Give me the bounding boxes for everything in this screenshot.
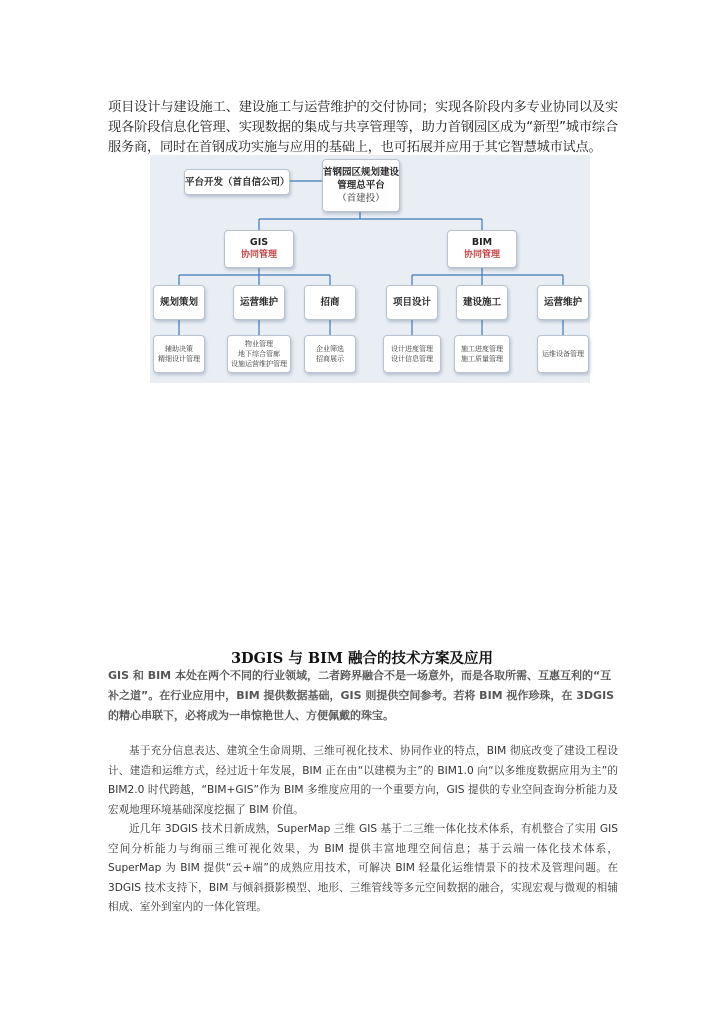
module-label: 运营维护: [239, 297, 278, 308]
body-paragraph-1: 基于充分信息表达、建筑全生命周期、三维可视化技术、协同作业的特点，BIM 彻底改变了建设工程设计、建造和运维方式，经过近十年发展，BIM 正在由“以建模为主”的 BIM1.0 向“以多维度数据应用为主”的 BIM2.0 时代跨越，“BIM+GIS”作为 BIM 多维度应用的一个重要方向，GIS 提供的专业空间查询分析能力及宏观地理环境基础深度挖掘了 BIM 价值。: [108, 745, 618, 816]
platform-developer-label: 平台开发（首自信公司）: [185, 176, 290, 188]
intro-paragraph: GIS 和 BIM 本处在两个不同的行业领域，二者跨界融合不是一场意外，而是各取所需、互惠互利的“互补之道”。在行业应用中，BIM 提供数据基础，GIS 则提供空间参考。若将 BIM 视作珍珠，在 3DGIS 的精心串联下，必将成为一串惊艳世人、方便佩戴的珠宝。: [108, 669, 615, 722]
gis-subtitle: 协同管理: [240, 250, 277, 260]
org-chart-diagram: [150, 155, 590, 383]
detail-item: 地下综合管廊: [238, 350, 280, 358]
detail-item: 设计信息管理: [391, 355, 433, 363]
platform-developer-node: [184, 169, 290, 195]
root-line3: （首建投）: [337, 193, 385, 204]
module-label: 建设施工: [462, 297, 501, 308]
module-design: [386, 285, 438, 320]
detail-item: 企业筛选: [316, 345, 344, 353]
module-label: 规划策划: [159, 297, 198, 308]
top-paragraph: 项目设计与建设施工、建设施工与运营维护的交付协同；实现各阶段内多专业协同以及实现各阶段信息化管理、实现数据的集成与共享管理等，助力首钢园区成为“新型”城市综合服务商，同时在首钢成功实施与应用的基础上，也可拓展并应用于其它智慧城市试点。: [108, 100, 618, 155]
detail-planning: [153, 335, 205, 373]
detail-maintenance: [537, 335, 589, 373]
detail-investment: [304, 335, 356, 373]
module-label: 招商: [320, 297, 340, 308]
detail-item: 运维设备管理: [542, 350, 584, 358]
detail-item: 施工质量管理: [461, 355, 503, 363]
detail-item: 设计进度管理: [391, 345, 433, 353]
bim-subtitle: 协同管理: [463, 250, 500, 260]
gis-node: [224, 230, 294, 268]
module-construction: [456, 285, 508, 320]
detail-item: 物业管理: [245, 340, 273, 348]
root-line2: 管理总平台: [337, 180, 385, 191]
module-planning: [153, 285, 205, 320]
detail-item: 设施运营维护管理: [231, 360, 287, 368]
module-investment: [304, 285, 356, 320]
module-label: 项目设计: [392, 297, 431, 308]
root-platform-node: [322, 159, 400, 212]
bim-node: [447, 230, 517, 268]
root-line1: 首钢园区规划建设: [323, 167, 400, 178]
module-label: 运营维护: [543, 297, 582, 308]
gis-title: GIS: [249, 237, 269, 248]
detail-item: 精细设计管理: [158, 355, 200, 363]
detail-item: 招商展示: [316, 355, 344, 363]
detail-operations: [227, 335, 291, 373]
detail-construction: [454, 335, 510, 373]
module-maintenance: [537, 285, 589, 320]
bim-title: BIM: [471, 237, 493, 248]
detail-item: 施工进度管理: [461, 345, 503, 353]
detail-item: 辅助决策: [165, 345, 193, 353]
section-heading: 3DGIS 与 BIM 融合的技术方案及应用: [230, 650, 494, 667]
module-operations: [233, 285, 285, 320]
body-paragraph-2: 近几年 3DGIS 技术日新成熟，SuperMap 三维 GIS 基于二三维一体化技术体系，有机整合了实用 GIS 空间分析能力与绚丽三维可视化效果，为 BIM 提供丰富地理空间信息；基于云端一体化技术体系，SuperMap 为 BIM 提供“云+端”的成熟应用技术，可解决 BIM 轻量化运维情景下的技术及管理问题。在 3DGIS 技术支持下，BIM 与倾斜摄影模型、地形、三维管线等多元空间数据的融合，实现宏观与微观的相辅相成、室外到室内的一体化管理。: [108, 823, 618, 913]
detail-design: [383, 335, 441, 373]
